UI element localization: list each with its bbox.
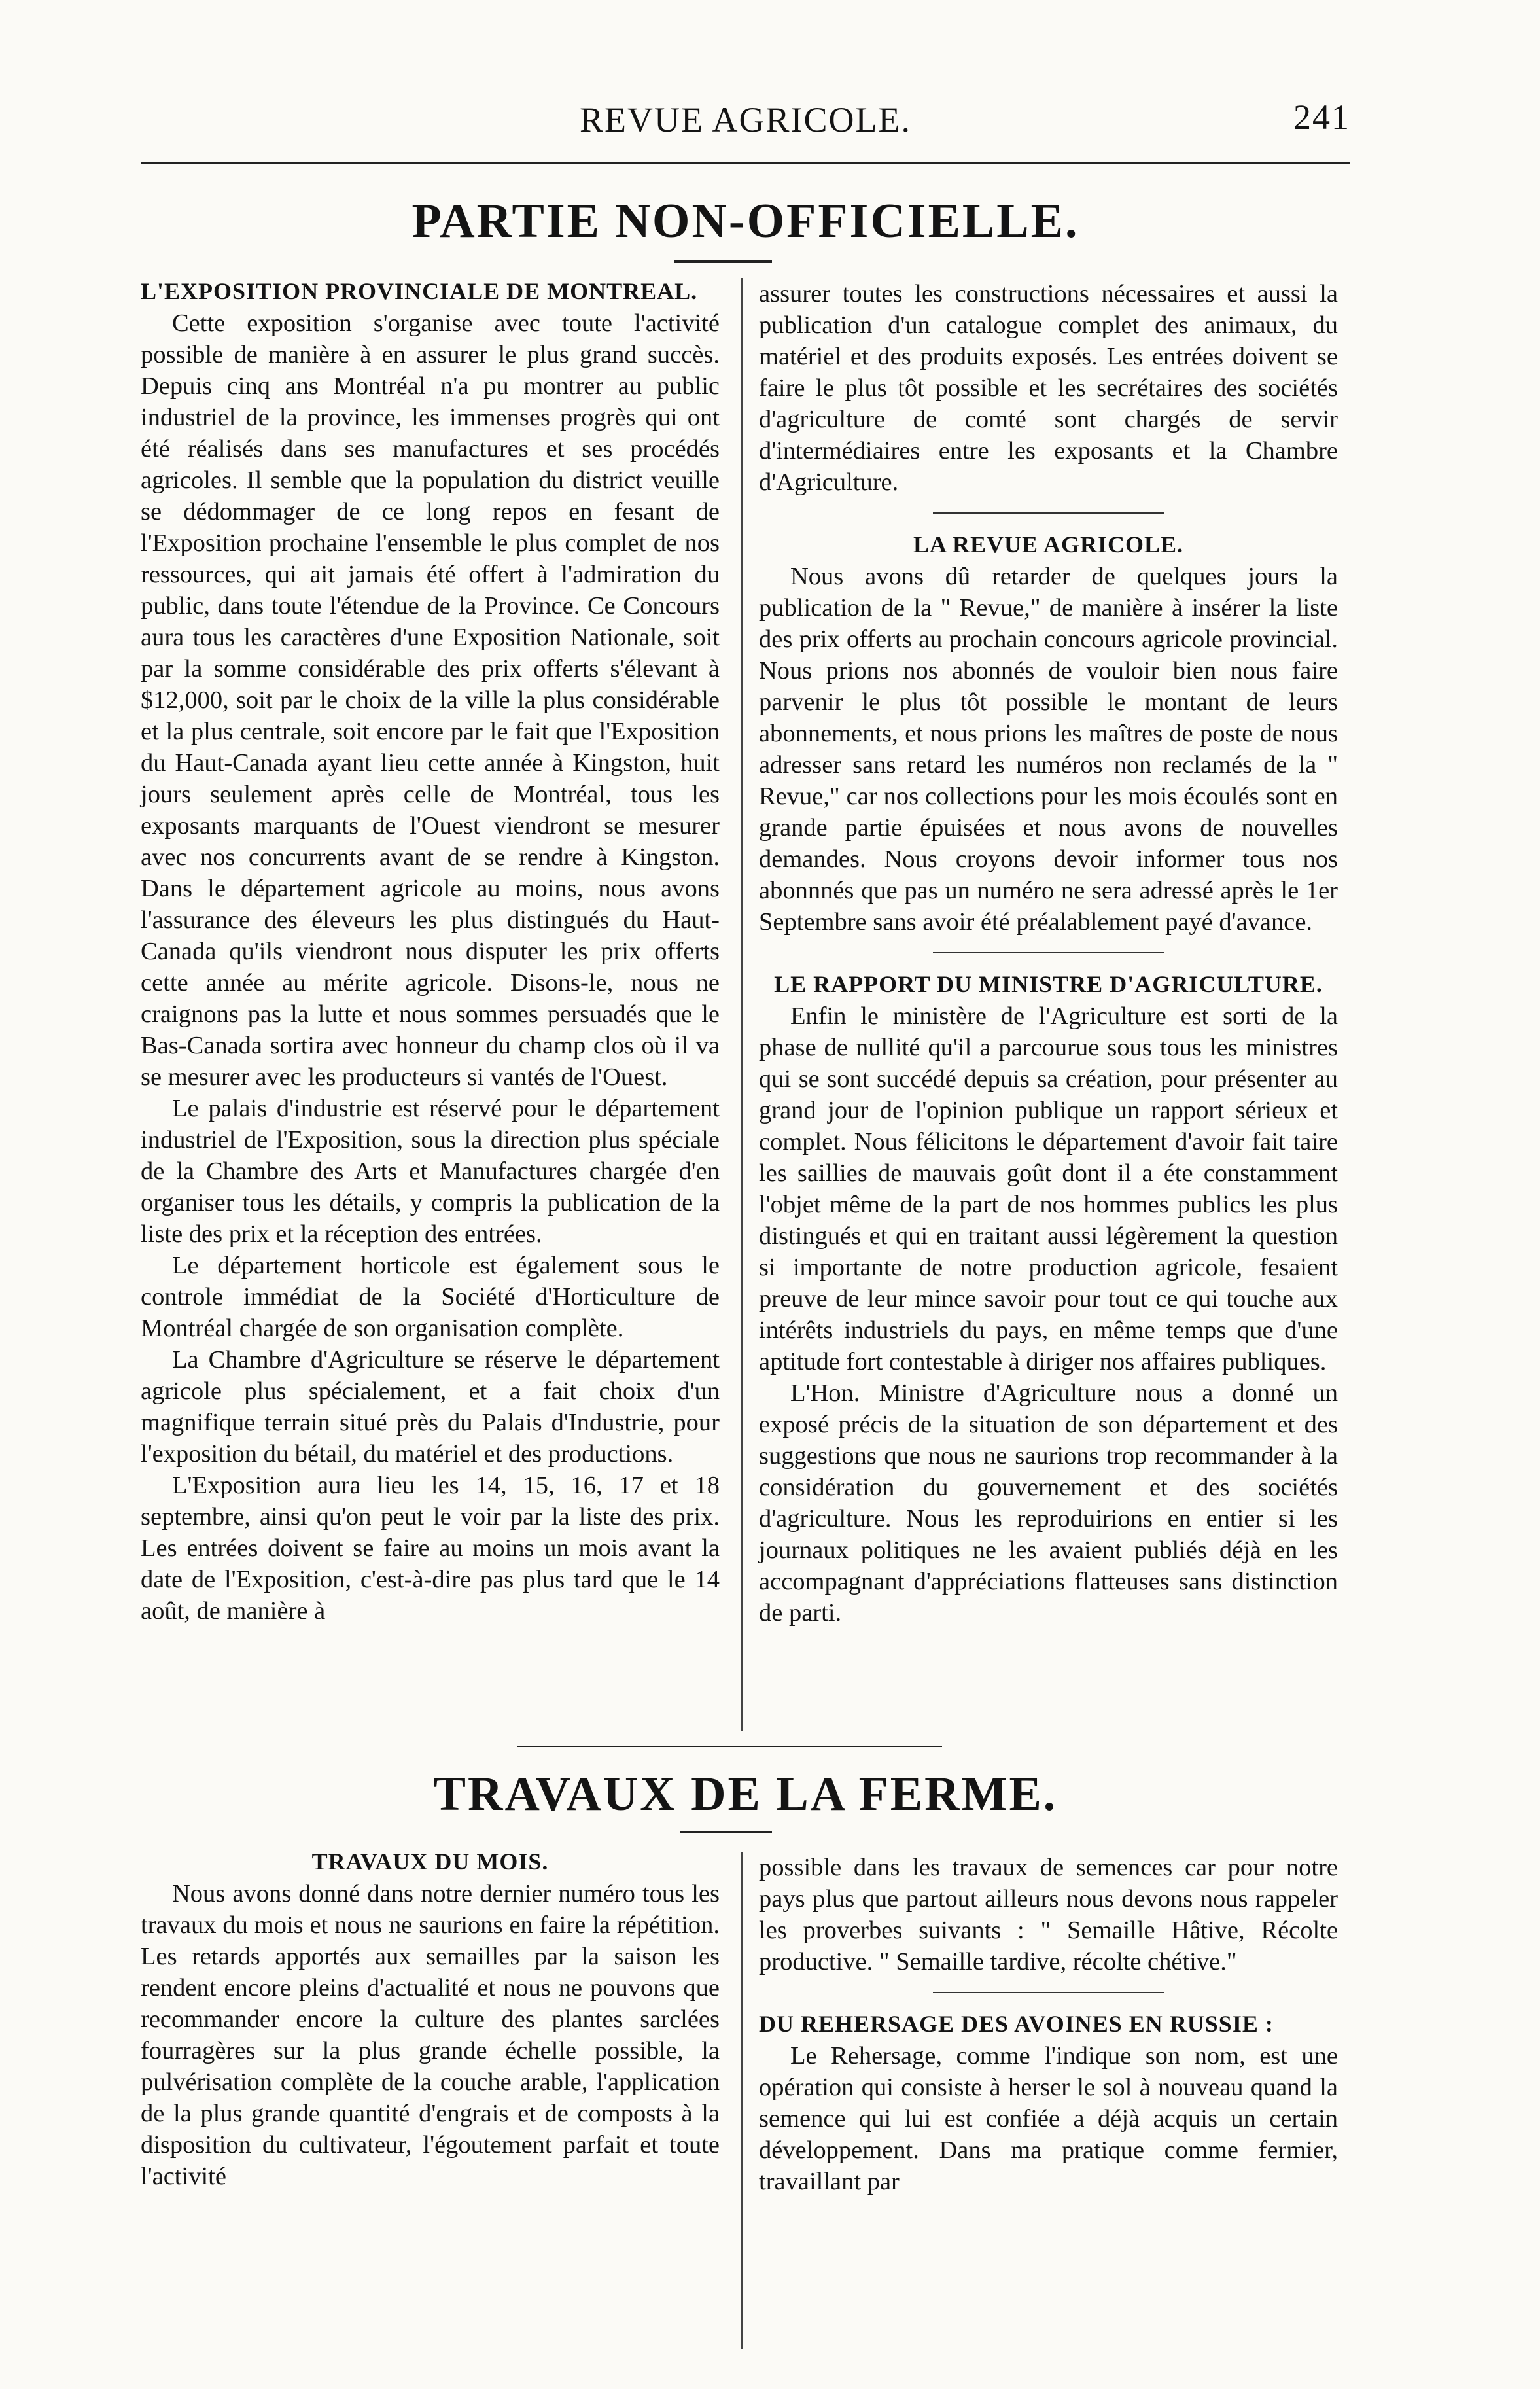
article-paragraph: Le Rehersage, comme l'indique son nom, est une opération qui consiste à herser le sol à nouveau quand la semence qui lui est confiée a déjà acquis un certain développement. Dans ma pratique comme fermier, travaillant par	[759, 2042, 1338, 2195]
article-separator	[933, 952, 1164, 953]
article-paragraph: Cette exposition s'organise avec toute l'activité possible de manière à en assurer le plus grand succès. Depuis cinq ans Montréal n'a pu montrer au public industriel de la province, les immenses progrès qui ont été réalisés dans ses manufactures et ses procédés agricoles. Il semble que la population du district veuille se dédommager de ce long repos en fesant de l'Exposition prochaine l'ensemble le plus complet de nos ressources, qui ait jamais été offert à l'admiration du public, dans toute l'étendue de la Province. Ce Concours aura tous les caractères d'une Exposition Nationale, soit par la somme considérable des prix offerts s'élevant à $12,000, soit par le choix de la ville la plus considérable et la plus centrale, soit encore par le fait que l'Exposition du Haut-Canada ayant lieu cette année à Kingston, huit jours seulement après celle de Montréal, tous les exposants marquants de l'Ouest viendront se mesurer avec nos concurrents avant de se rendre à Kingston. Dans le département agricole au moins, nous avons l'assurance des éleveurs les plus distingués du Haut-Canada qu'ils viendront nous disputer les prix offerts cette année au mérite agricole. Disons-le, nous ne craignons pas la lutte et nous sommes persuadés que le Bas-Canada sortira avec honneur du champ clos où il va se mesurer avec les producteurs si vantés de l'Ouest.	[141, 310, 720, 1091]
section1-left-column	[141, 275, 720, 1627]
article-paragraph: Enfin le ministère de l'Agriculture est sorti de la phase de nullité qu'il a parcourue sous tous les ministres qui se sont succédé depuis sa création, pour présenter au grand jour de l'opinion publique un rapport sérieux et complet. Nous félicitons le département d'avoir fait taire les saillies de mauvais goût dont il a éte constamment l'objet même de la part de nos hommes publics les plus distingués et qui en traitant aussi légèrement la question si importante de notre production agricole, fesaient preuve de leur mince savoir pour tout ce qui touche aux intérêts industriels du pays, en même temps que d'une aptitude fort contestable à diriger nos affaires publiques.	[759, 1002, 1338, 1375]
article-paragraph: La Chambre d'Agriculture se réserve le département agricole plus spécialement, et a fait choix d'un magnifique terrain situé près du Palais d'Industrie, pour l'exposition du bétail, du matériel et des productions.	[141, 1346, 720, 1468]
journal-title: REVUE AGRICOLE.	[580, 100, 911, 139]
section2-right-column	[759, 1852, 1338, 2197]
section1-right-column	[759, 278, 1338, 1629]
running-head	[141, 97, 1350, 143]
article-heading-travaux-du-mois: TRAVAUX DU MOIS.	[311, 1849, 549, 1875]
article-paragraph: Le palais d'industrie est réservé pour le département industriel de l'Exposition, sous la direction plus spéciale de la Chambre des Arts et Manufactures chargée d'en organiser tous les détails, y compris la publication de la liste des prix et la réception des entrées.	[141, 1095, 720, 1248]
page-number: 241	[1293, 97, 1350, 137]
article-paragraph: L'Exposition aura lieu les 14, 15, 16, 17 et 18 septembre, ainsi qu'on peut le voir par la liste des prix. Les entrées doivent se faire au moins un mois avant la date de l'Exposition, c'est-à-dire pas plus tard que le 14 août, de manière à	[141, 1472, 720, 1625]
article-heading-revue: LA REVUE AGRICOLE.	[913, 531, 1184, 557]
header-rule	[141, 162, 1350, 164]
article-paragraph: L'Hon. Ministre d'Agriculture nous a donné un exposé précis de la situation de son département et des suggestions que nous ne saurions trop recommander à la considération du gouvernement et des sociétés d'agriculture. Nous les reproduirions en entier si les journaux politiques ne les avaient publiés déjà en les accompagnant d'appréciations flatteuses sans distinction de parti.	[759, 1379, 1338, 1627]
article-paragraph: assurer toutes les constructions nécessaires et aussi la publication d'un catalogue complet des animaux, du matériel et des produits exposés. Les entrées doivent se faire le plus tôt possible et les secrétaires des sociétés d'agriculture de comté sont chargés de servir d'intermédiaires entre les exposants et la Chambre d'Agriculture.	[759, 280, 1338, 496]
column-divider	[741, 1852, 743, 2349]
title-underline	[680, 1831, 772, 1833]
title-underline	[674, 260, 772, 263]
article-heading-rehersage: DU REHERSAGE DES AVOINES EN RUSSIE :	[759, 2011, 1274, 2037]
article-heading-exposition: L'EXPOSITION PROVINCIALE DE MONTREAL.	[141, 278, 698, 304]
column-divider	[741, 278, 743, 1731]
article-separator	[933, 1992, 1164, 1993]
section-rule	[517, 1746, 942, 1747]
section2-left-column	[141, 1845, 720, 2192]
article-paragraph: Nous avons donné dans notre dernier numéro tous les travaux du mois et nous ne saurions en faire la répétition. Les retards apportés aux semailles par la saison les rendent encore pleins d'actualité et nous ne pouvons que recommander encore la culture des plantes sarclées fourragères sur la plus grande échelle possible, la pulvérisation complète de la couche arable, l'application de la plus grande quantité d'engrais et de composts à la disposition du cultivateur, l'égoutement parfait et toute l'activité	[141, 1880, 720, 2190]
article-separator	[933, 512, 1164, 514]
article-paragraph: possible dans les travaux de semences car pour notre pays plus que partout ailleurs nous devons nous rappeler les proverbes suivants : " Semaille Hâtive, Récolte productive. " Semaille tardive, récolte chétive."	[759, 1854, 1338, 1975]
article-paragraph: Le département horticole est également sous le controle immédiat de la Société d'Horticulture de Montréal chargée de son organisation complète.	[141, 1252, 720, 1342]
article-heading-rapport: LE RAPPORT DU MINISTRE D'AGRICULTURE.	[774, 971, 1323, 997]
article-paragraph: Nous avons dû retarder de quelques jours la publication de la " Revue," de manière à insérer la liste des prix offerts au prochain concours agricole provincial. Nous prions nos abonnés de vouloir bien nous faire parvenir le plus tôt possible le montant de leurs abonnements, et nous prions les maîtres de poste de nous adresser sans retard les numéros non reclamés de la " Revue," car nos collections pour les mois écoulés sont en grande partie épuisées et nous avons de nouvelles demandes. Nous croyons devoir informer tous nos abonnnés que pas un numéro ne sera adressé après le 1er Septembre sans avoir été préalablement payé d'avance.	[759, 563, 1338, 936]
section-title-partie-non-officielle: PARTIE NON-OFFICIELLE.	[411, 194, 1079, 248]
section-title-travaux-de-la-ferme: TRAVAUX DE LA FERME.	[433, 1767, 1058, 1821]
